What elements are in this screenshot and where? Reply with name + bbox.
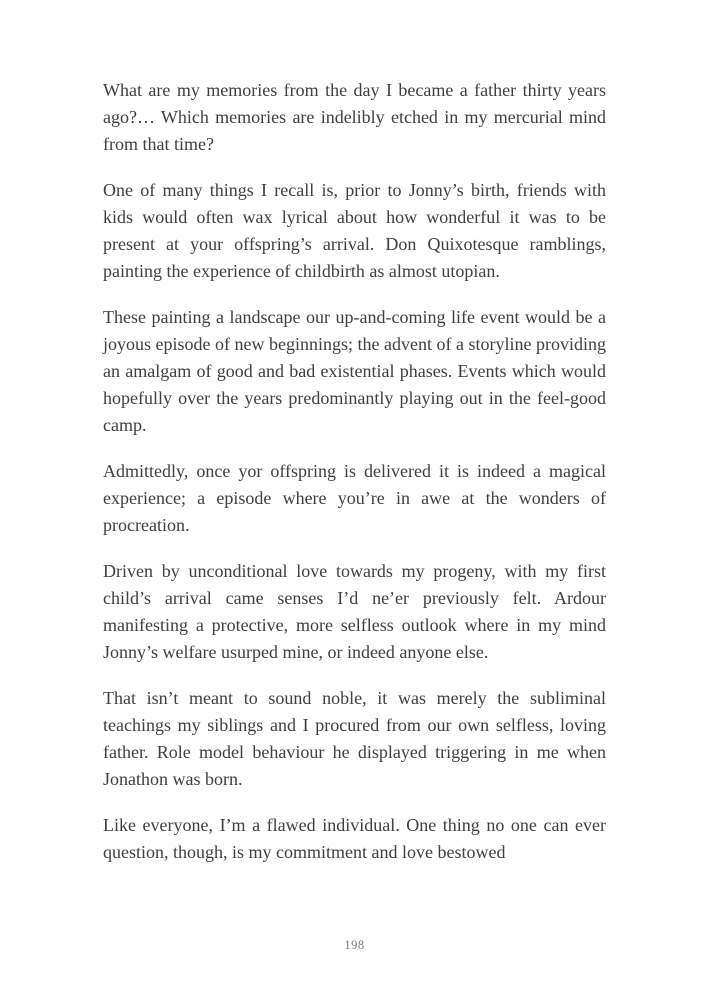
paragraph: These painting a landscape our up-and-coming life event would be a joyous episode of new beginnings; the advent of a storyline providing an amalgam of good and bad existential phases. Events which would hopefully over the years predominantly playing out in the feel-good camp.: [103, 307, 606, 435]
paragraph: What are my memories from the day I became a father thirty years ago?… Which memories are indelibly etched in my mercurial mind from that time?: [103, 80, 606, 154]
paragraph: Admittedly, once yor offspring is delivered it is indeed a magical experience; a episode where you’re in awe at the wonders of procreation.: [103, 461, 606, 535]
paragraph: One of many things I recall is, prior to Jonny’s birth, friends with kids would often wax lyrical about how wonderful it was to be present at your offspring’s arrival. Don Quixotesque ramblings, painting the experience of childbirth as almost utopian.: [103, 180, 606, 281]
page-text-block: [103, 77, 606, 866]
paragraph: Like everyone, I’m a flawed individual. One thing no one can ever question, though, is my commitment and love bestowed: [103, 815, 606, 862]
page-number: 198: [344, 938, 365, 952]
paragraph: Driven by unconditional love towards my progeny, with my first child’s arrival came senses I’d ne’er previously felt. Ardour manifesting a protective, more selfless outlook where in my mind Jonny’s welfare usurped mine, or indeed anyone else.: [103, 561, 606, 662]
paragraph: That isn’t meant to sound noble, it was merely the subliminal teachings my siblings and I procured from our own selfless, loving father. Role model behaviour he displayed triggering in me when Jonathon was born.: [103, 688, 606, 789]
